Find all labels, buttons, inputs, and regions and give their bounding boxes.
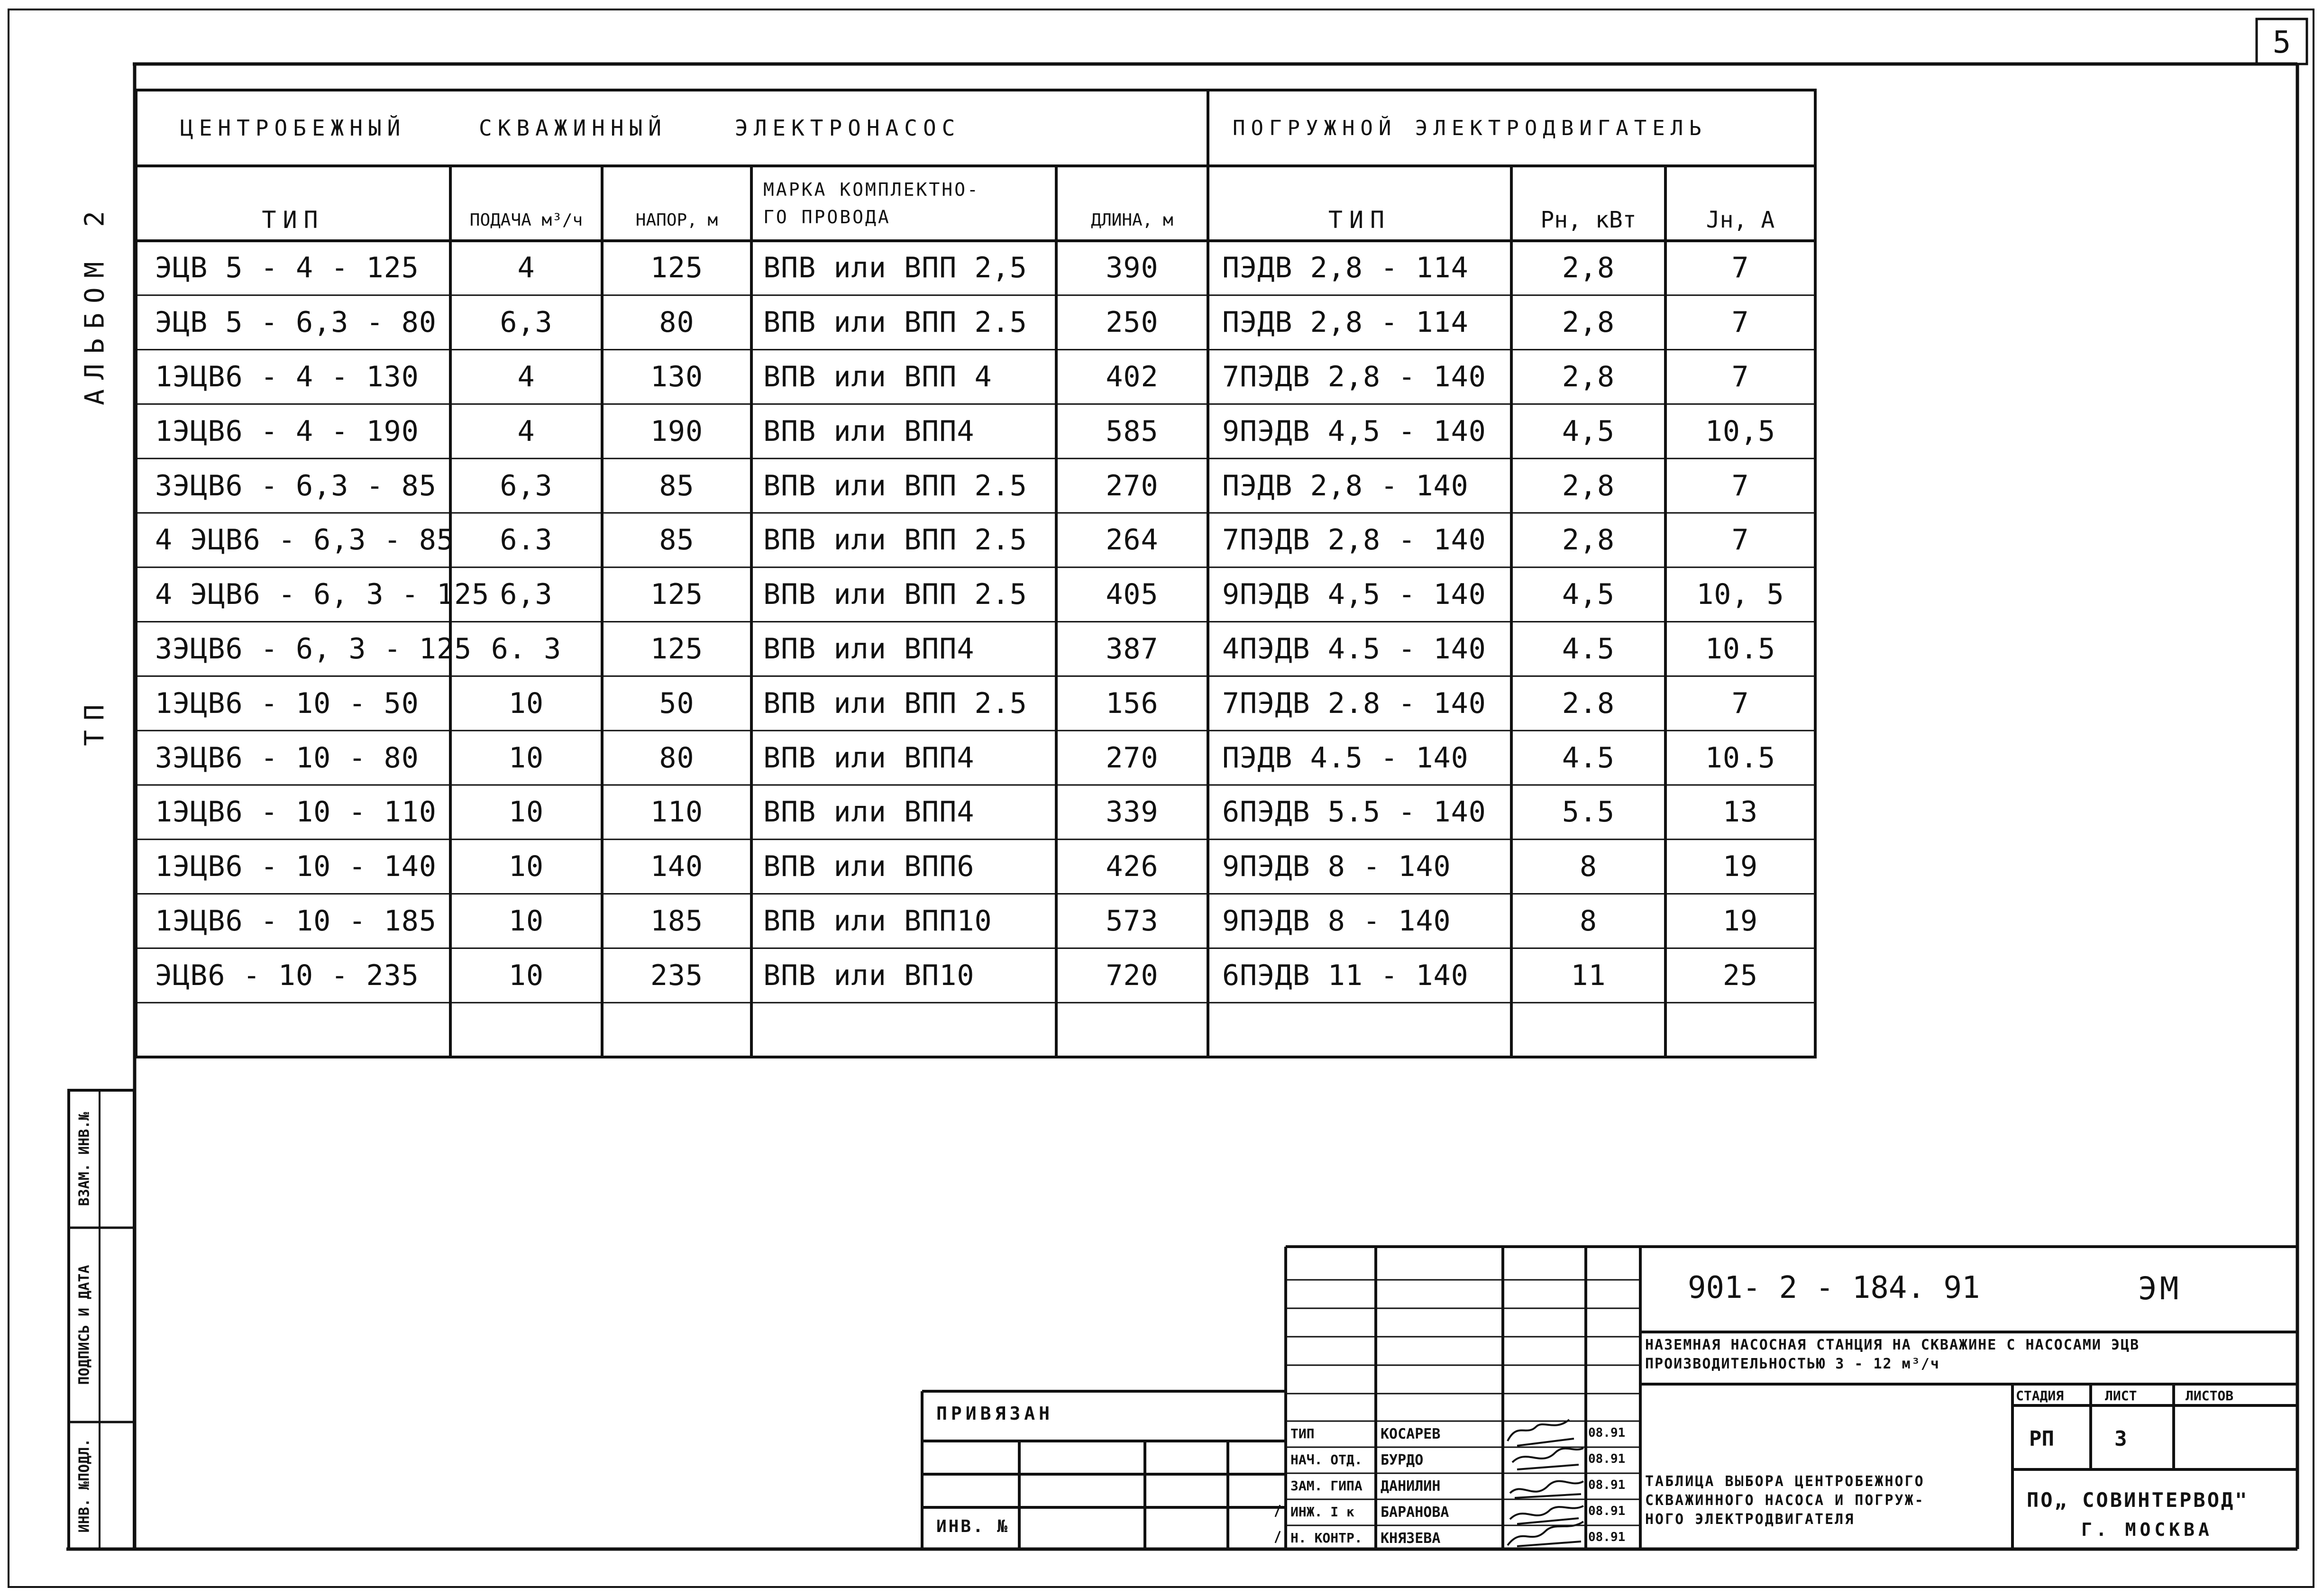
cell-flow: 4 — [517, 360, 535, 393]
cell-power: 4.5 — [1562, 632, 1615, 666]
cell-cable: ВПВ или ВПП 2.5 — [763, 523, 1027, 557]
cell-power: 2,8 — [1562, 251, 1615, 285]
album-label: АЛЬБОМ 2 — [79, 201, 110, 405]
cell-length: 270 — [1106, 741, 1159, 775]
cell-flow: 4 — [517, 251, 535, 285]
cell-flow: 6,3 — [500, 469, 553, 502]
cell-current: 10,5 — [1705, 414, 1776, 448]
stamp-podpis-data: ПОДПИСЬ И ДАТА — [76, 1265, 93, 1385]
cell-pump-type: 3ЭЦВ6 - 6, 3 - 125 — [155, 632, 472, 666]
cell-head: 130 — [650, 360, 704, 393]
cell-motor-type: 4ПЭДВ 4.5 - 140 — [1222, 632, 1486, 666]
cell-current: 25 — [1722, 958, 1758, 992]
cell-motor-type: 9ПЭДВ 8 - 140 — [1222, 850, 1451, 884]
group-motor: ПОГРУЖНОЙ ЭЛЕКТРОДВИГАТЕЛЬ — [1233, 116, 1707, 140]
cell-current: 7 — [1731, 686, 1749, 720]
cell-pump-type: 1ЭЦВ6 - 4 - 130 — [155, 360, 419, 393]
cell-length: 426 — [1106, 850, 1159, 884]
cell-pump-type: ЭЦВ 5 - 6,3 - 80 — [155, 306, 437, 339]
cell-head: 85 — [659, 523, 695, 557]
cell-cable: ВПВ или ВПП 4 — [763, 360, 992, 393]
sheet-number: 5 — [2272, 25, 2291, 60]
sheets-label: ЛИСТОВ — [2186, 1388, 2234, 1404]
cell-current: 7 — [1731, 523, 1749, 557]
project-title-line2: ПРОИЗВОДИТЕЛЬНОСТЬЮ 3 - 12 м³/ч — [1645, 1356, 1940, 1372]
cell-flow: 10 — [508, 958, 544, 992]
cell-pump-type: 3ЭЦВ6 - 10 - 80 — [155, 741, 419, 775]
cell-motor-type: ПЭДВ 2,8 - 114 — [1222, 306, 1469, 339]
cell-current: 10.5 — [1705, 741, 1776, 775]
cell-flow: 10 — [508, 795, 544, 829]
cell-pump-type: 1ЭЦВ6 - 10 - 140 — [155, 850, 437, 884]
cell-motor-type: ПЭДВ 2,8 - 140 — [1222, 469, 1469, 502]
cell-power: 5.5 — [1562, 795, 1615, 829]
cell-pump-type: 4 ЭЦВ6 - 6, 3 - 125 — [155, 578, 490, 611]
cell-flow: 10 — [508, 741, 544, 775]
cell-pump-type: 1ЭЦВ6 - 10 - 50 — [155, 686, 419, 720]
cell-flow: 10 — [508, 686, 544, 720]
cell-current: 10.5 — [1705, 632, 1776, 666]
cell-power: 8 — [1579, 904, 1598, 938]
cell-current: 7 — [1731, 469, 1749, 502]
cell-head: 80 — [659, 741, 695, 775]
cell-power: 2.8 — [1562, 686, 1615, 720]
cell-power: 2,8 — [1562, 360, 1615, 393]
cell-head: 50 — [659, 686, 695, 720]
cell-head: 140 — [650, 850, 704, 884]
header-flow: ПОДАЧА м³/ч — [469, 210, 583, 230]
cell-length: 402 — [1106, 360, 1159, 393]
project-title-line1: НАЗЕМНАЯ НАСОСНАЯ СТАНЦИЯ НА СКВАЖИНЕ С НАСОСАМИ ЭЦВ — [1645, 1337, 2140, 1353]
cell-flow: 10 — [508, 904, 544, 938]
cell-pump-type: 1ЭЦВ6 - 4 - 190 — [155, 414, 419, 448]
cell-head: 235 — [650, 958, 704, 992]
stamp-vzam-inv: ВЗАМ. ИНВ.№ — [76, 1112, 93, 1206]
org-line1: ПО„ СОВИНТЕРВОД" — [2027, 1488, 2249, 1512]
cell-length: 585 — [1106, 414, 1159, 448]
header-current: Jн, А — [1706, 207, 1775, 233]
header-cable-line2: ГО ПРОВОДА — [763, 207, 891, 228]
tp-label: ТП — [79, 695, 110, 746]
stage-label: СТАДИЯ — [2016, 1388, 2064, 1404]
cell-motor-type: 6ПЭДВ 11 - 140 — [1222, 958, 1469, 992]
cell-current: 19 — [1722, 904, 1758, 938]
cell-head: 110 — [650, 795, 704, 829]
cell-power: 4.5 — [1562, 741, 1615, 775]
group-pump-word2: СКВАЖИННЫЙ — [479, 115, 667, 141]
sheet-title-line1: ТАБЛИЦА ВЫБОРА ЦЕНТРОБЕЖНОГО — [1645, 1473, 1925, 1490]
cell-cable: ВПВ или ВПП4 — [763, 414, 975, 448]
cell-motor-type: 9ПЭДВ 4,5 - 140 — [1222, 414, 1486, 448]
cell-cable: ВПВ или ВПП 2,5 — [763, 251, 1027, 285]
cell-head: 80 — [659, 306, 695, 339]
doc-code: ЭМ — [2138, 1270, 2182, 1307]
cell-flow: 6,3 — [500, 306, 553, 339]
cell-flow: 6. 3 — [491, 632, 562, 666]
stage-value: РП — [2029, 1427, 2054, 1451]
cell-length: 573 — [1106, 904, 1159, 938]
cell-current: 7 — [1731, 306, 1749, 339]
cell-current: 7 — [1731, 360, 1749, 393]
signature-marks — [1508, 1420, 1583, 1546]
cell-flow: 6,3 — [500, 578, 553, 611]
cell-cable: ВПВ или ВПП4 — [763, 741, 975, 775]
cell-power: 2,8 — [1562, 523, 1615, 557]
cell-motor-type: 7ПЭДВ 2,8 - 140 — [1222, 523, 1486, 557]
cell-motor-type: ПЭДВ 2,8 - 114 — [1222, 251, 1469, 285]
cell-length: 387 — [1106, 632, 1159, 666]
cell-length: 405 — [1106, 578, 1159, 611]
approval-name: КОСАРЕВ — [1381, 1426, 1441, 1442]
org-line2: Г. МОСКВА — [2081, 1519, 2213, 1540]
cell-motor-type: 9ПЭДВ 4,5 - 140 — [1222, 578, 1486, 611]
cell-head: 125 — [650, 251, 704, 285]
inv-no-label: ИНВ. № — [936, 1517, 1010, 1536]
sheet-value: 3 — [2114, 1427, 2127, 1451]
cell-cable: ВПВ или ВПП 2.5 — [763, 469, 1027, 502]
cell-flow: 6.3 — [500, 523, 553, 557]
cell-length: 156 — [1106, 686, 1159, 720]
cell-head: 185 — [650, 904, 704, 938]
cell-length: 270 — [1106, 469, 1159, 502]
approval-role: Н. КОНТР. — [1290, 1530, 1363, 1546]
cell-pump-type: 3ЭЦВ6 - 6,3 - 85 — [155, 469, 437, 502]
cell-power: 4,5 — [1562, 578, 1615, 611]
approval-name: ДАНИЛИН — [1381, 1478, 1441, 1495]
cell-motor-type: 7ПЭДВ 2.8 - 140 — [1222, 686, 1486, 720]
cell-current: 19 — [1722, 850, 1758, 884]
cell-pump-type: ЭЦВ6 - 10 - 235 — [155, 958, 419, 992]
header-head: НАПОР, м — [635, 210, 718, 230]
cell-power: 2,8 — [1562, 306, 1615, 339]
cell-cable: ВПВ или ВПП4 — [763, 632, 975, 666]
approval-role: НАЧ. ОТД. — [1290, 1452, 1363, 1468]
cell-pump-type: 1ЭЦВ6 - 10 - 110 — [155, 795, 437, 829]
cell-length: 250 — [1106, 306, 1159, 339]
sheet-title-line2: СКВАЖИННОГО НАСОСА И ПОГРУЖ- — [1645, 1492, 1925, 1509]
cell-pump-type: 4 ЭЦВ6 - 6,3 - 85 — [155, 523, 455, 557]
cell-motor-type: 6ПЭДВ 5.5 - 140 — [1222, 795, 1486, 829]
cell-length: 390 — [1106, 251, 1159, 285]
cell-head: 125 — [650, 578, 704, 611]
cell-cable: ВПВ или ВП10 — [763, 958, 975, 992]
approval-role: ЗАМ. ГИПА — [1290, 1478, 1363, 1494]
approval-name: БАРАНОВА — [1381, 1504, 1449, 1521]
stamp-inv-podl: ИНВ. №ПОДЛ. — [76, 1438, 93, 1533]
approval-name: КНЯЗЕВА — [1381, 1530, 1441, 1547]
cell-length: 339 — [1106, 795, 1159, 829]
cell-length: 264 — [1106, 523, 1159, 557]
cell-power: 2,8 — [1562, 469, 1615, 502]
cell-head: 85 — [659, 469, 695, 502]
group-pump-word1: ЦЕНТРОБЕЖНЫЙ — [180, 115, 406, 141]
cell-head: 125 — [650, 632, 704, 666]
cell-cable: ВПВ или ВПП 2.5 — [763, 686, 1027, 720]
cell-head: 190 — [650, 414, 704, 448]
approval-date: 08.91 — [1588, 1478, 1626, 1492]
header-length: ДЛИНА, м — [1091, 210, 1173, 230]
doc-number: 901- 2 - 184. 91 — [1688, 1270, 1980, 1305]
cell-motor-type: 7ПЭДВ 2,8 - 140 — [1222, 360, 1486, 393]
header-cable-line1: МАРКА КОМПЛЕКТНО- — [763, 179, 980, 200]
cell-current: 13 — [1722, 795, 1758, 829]
cell-cable: ВПВ или ВПП 2.5 — [763, 578, 1027, 611]
cell-flow: 10 — [508, 850, 544, 884]
approval-date: 08.91 — [1588, 1530, 1626, 1544]
header-motor-type: ТИП — [1328, 206, 1391, 234]
sheet-title-line3: НОГО ЭЛЕКТРОДВИГАТЕЛЯ — [1645, 1511, 1855, 1528]
header-power: Рн, кВт — [1540, 207, 1637, 233]
approval-date: 08.91 — [1588, 1504, 1626, 1518]
approval-role: ТИП — [1290, 1426, 1315, 1441]
cell-power: 8 — [1579, 850, 1598, 884]
cell-cable: ВПВ или ВПП10 — [763, 904, 992, 938]
approval-date: 08.91 — [1588, 1452, 1626, 1466]
group-pump-word3: ЭЛЕКТРОНАСОС — [735, 115, 961, 141]
cell-current: 10, 5 — [1696, 578, 1784, 611]
cell-motor-type: 9ПЭДВ 8 - 140 — [1222, 904, 1451, 938]
cell-motor-type: ПЭДВ 4.5 - 140 — [1222, 741, 1469, 775]
cell-flow: 4 — [517, 414, 535, 448]
approval-name: БУРДО — [1381, 1452, 1424, 1468]
cell-cable: ВПВ или ВПП6 — [763, 850, 975, 884]
cell-pump-type: 1ЭЦВ6 - 10 - 185 — [155, 904, 437, 938]
cell-cable: ВПВ или ВПП4 — [763, 795, 975, 829]
cell-length: 720 — [1106, 958, 1159, 992]
sheet-label: ЛИСТ — [2105, 1388, 2137, 1404]
cell-current: 7 — [1731, 251, 1749, 285]
header-pump-type: ТИП — [262, 206, 325, 234]
approval-role: ИНЖ. I к — [1290, 1504, 1354, 1520]
cell-power: 11 — [1571, 958, 1606, 992]
cell-power: 4,5 — [1562, 414, 1615, 448]
cell-pump-type: ЭЦВ 5 - 4 - 125 — [155, 251, 419, 285]
cell-cable: ВПВ или ВПП 2.5 — [763, 306, 1027, 339]
privyazan-label: ПРИВЯЗАН — [936, 1403, 1054, 1424]
approval-date: 08.91 — [1588, 1426, 1626, 1440]
